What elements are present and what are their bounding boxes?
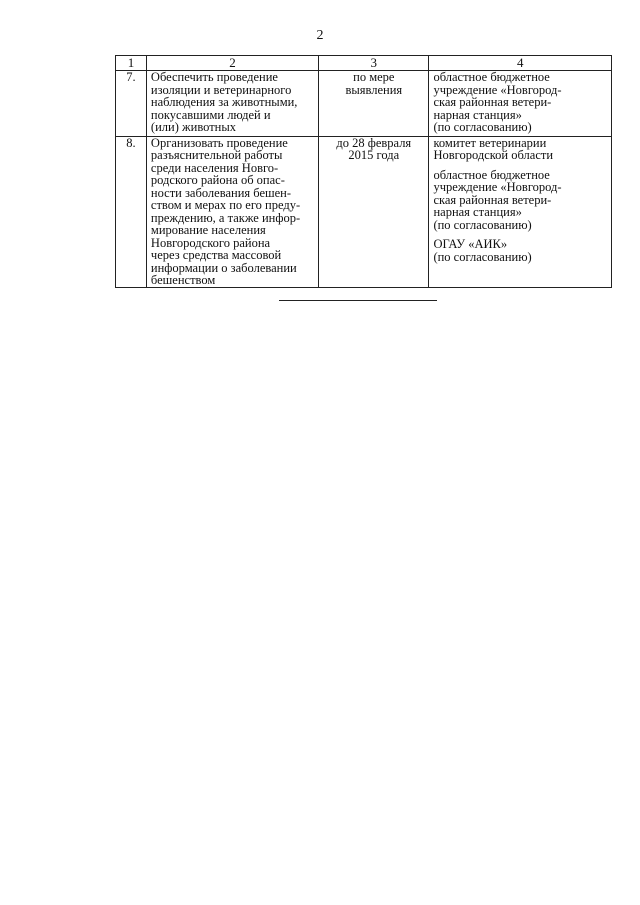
table-row — [116, 136, 612, 287]
deadline-line: по мере — [353, 70, 395, 84]
responsible-line: областное бюджетное — [433, 167, 550, 182]
table-row — [116, 71, 612, 137]
header-col-2: 2 — [146, 56, 318, 71]
task-line: разъяснительной работы — [150, 148, 283, 162]
responsible-entity — [433, 71, 607, 134]
task-line: Обеспечить проведение — [150, 70, 278, 84]
header-col-3: 3 — [319, 56, 429, 71]
task-line: среди населения Новго- — [150, 160, 279, 175]
responsible-line: комитет ветеринарии — [433, 135, 547, 150]
measures-table — [115, 55, 612, 288]
responsible-line: ОГАУ «АИК» — [433, 237, 508, 251]
deadline-cell — [319, 71, 429, 137]
task-cell — [146, 136, 318, 287]
responsible-entity — [433, 169, 607, 232]
deadline-line: 2015 года — [348, 148, 400, 162]
task-cell — [146, 71, 318, 137]
responsible-line: (по согласованию) — [433, 249, 532, 264]
responsible-line: нарная станция» — [433, 205, 522, 219]
responsible-line: областное бюджетное — [433, 70, 550, 84]
page-number: 2 — [316, 28, 324, 43]
task-line: мирование населения — [150, 223, 266, 237]
end-divider-line — [279, 300, 437, 301]
task-line: бешенством — [150, 273, 216, 287]
responsible-line: нарная станция» — [433, 107, 522, 122]
row-number: 7. — [116, 71, 147, 137]
task-line: (или) животных — [150, 120, 237, 134]
task-line: ством и мерах по его преду- — [150, 198, 301, 212]
deadline-line: до 28 февраля — [336, 135, 412, 150]
responsible-line: (по согласованию) — [433, 120, 532, 134]
responsible-entity — [433, 137, 607, 162]
responsible-entity — [433, 238, 607, 263]
row-number: 8. — [116, 136, 147, 287]
deadline-cell — [319, 136, 429, 287]
task-line: покусавшими людей и — [150, 107, 271, 122]
task-line: Организовать проведение — [150, 135, 288, 150]
task-line: наблюдения за животными, — [150, 95, 298, 109]
task-line: родского района об опас- — [150, 173, 285, 187]
responsible-line: учреждение «Новгород- — [433, 82, 562, 97]
responsible-cell — [429, 71, 612, 137]
header-row — [116, 56, 612, 71]
responsible-line: Новгородской области — [433, 148, 554, 162]
responsible-line: (по согласованию) — [433, 217, 532, 232]
deadline-line: выявления — [345, 82, 403, 97]
header-col-4: 4 — [429, 56, 612, 71]
responsible-cell — [429, 136, 612, 287]
responsible-line: учреждение «Новгород- — [433, 180, 562, 194]
task-line: через средства массовой — [150, 248, 282, 262]
header-col-1: 1 — [116, 56, 147, 71]
responsible-line: ская районная ветери- — [433, 95, 552, 109]
responsible-line: ская районная ветери- — [433, 192, 552, 207]
task-line: преждению, а также инфор- — [150, 210, 301, 225]
task-line: Новгородского района — [150, 235, 271, 250]
task-line: ности заболевания бешен- — [150, 185, 292, 200]
task-line: изоляции и ветеринарного — [150, 82, 292, 97]
task-line: информации о заболевании — [150, 260, 297, 275]
